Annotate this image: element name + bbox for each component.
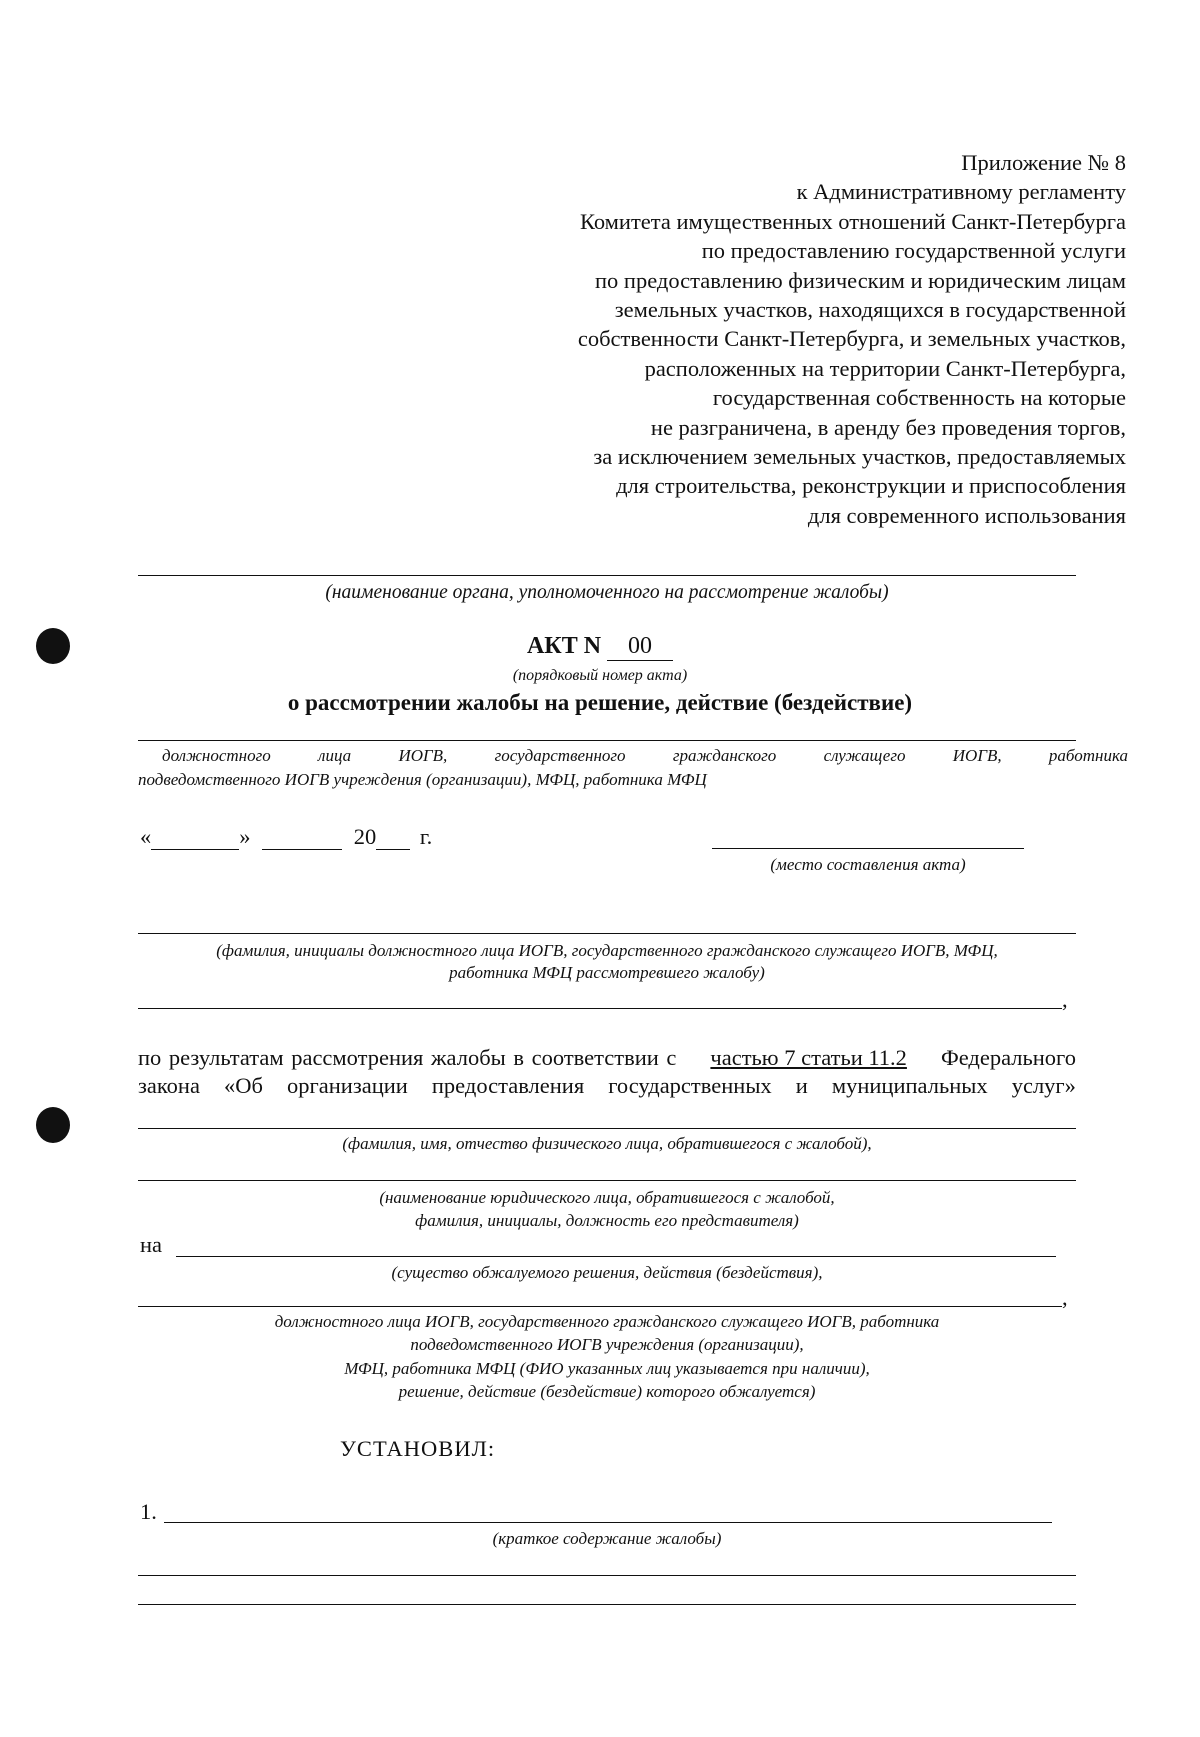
date-row	[140, 824, 432, 850]
law-article-link[interactable]: частью 7 статьи 11.2	[710, 1045, 907, 1070]
header-line: земельных участков, находящихся в государственной	[614, 297, 1126, 323]
act-subtitle: о рассмотрении жалобы на решение, действие (бездействие)	[287, 690, 913, 715]
summary-continuation-field[interactable]	[138, 1604, 1076, 1605]
law-word: предоставления	[431, 1073, 585, 1098]
on-label: на	[140, 1232, 163, 1257]
law-word: и	[795, 1073, 808, 1098]
header-line: собственности Санкт-Петербурга, и земельных участков,	[577, 326, 1126, 352]
header-line: государственная собственность на которые	[712, 385, 1126, 411]
header-line: к Административному регламенту	[796, 179, 1126, 205]
header-line: по предоставлению государственной услуги	[701, 238, 1126, 264]
caption-word: служащего	[823, 746, 906, 765]
law-word: услуг»	[1011, 1073, 1076, 1098]
essence-continuation-field[interactable]	[138, 1306, 1062, 1307]
header-line: за исключением земельных участков, предоставляемых	[593, 444, 1126, 470]
caption-word: ИОГВ,	[952, 746, 1002, 765]
official-caption-line2: подведомственного ИОГВ учреждения (организации), МФЦ, работника МФЦ	[138, 770, 707, 789]
reviewer-caption-line2: работника МФЦ рассмотревшего жалобу)	[449, 963, 765, 982]
header-line: не разграничена, в аренду без проведения торгов,	[650, 414, 1126, 440]
punch-hole-bottom	[36, 1107, 70, 1143]
comma: ,	[1062, 1285, 1068, 1310]
legal-caption-line1: (наименование юридического лица, обратившегося с жалобой,	[379, 1188, 835, 1207]
header-line: для строительства, реконструкции и приспособления	[616, 473, 1126, 499]
official-field[interactable]	[138, 740, 1076, 741]
year-suffix: г.	[419, 824, 433, 849]
item-1-number: 1.	[140, 1499, 157, 1524]
reviewer-caption-line1: (фамилия, инициалы должностного лица ИОГВ, государственного гражданского служащего ИОГВ, МФЦ,	[216, 941, 998, 960]
legal-entity-field[interactable]	[138, 1180, 1076, 1181]
complaint-summary-field[interactable]	[164, 1522, 1052, 1523]
person-field[interactable]	[138, 1128, 1076, 1129]
caption-word: гражданского	[672, 746, 777, 765]
legal-caption-line2: фамилия, инициалы, должность его представителя)	[415, 1211, 799, 1230]
appealed-caption-line2: подведомственного ИОГВ учреждения (организации),	[410, 1335, 804, 1354]
date-close-quote: »	[239, 824, 251, 849]
results-line2	[138, 1073, 1076, 1099]
act-number: 00	[628, 633, 653, 659]
results-suffix: Федерального	[940, 1045, 1076, 1070]
header-line: Комитета имущественных отношений Санкт-Петербурга	[579, 208, 1126, 234]
caption-word: ИОГВ,	[398, 746, 448, 765]
act-number-caption: (порядковый номер акта)	[512, 667, 688, 684]
header-line: по предоставлению физическим и юридическим лицам	[594, 267, 1126, 293]
header-line: Приложение № 8	[961, 150, 1126, 175]
reviewer-field[interactable]	[138, 933, 1076, 934]
place-caption: (место составления акта)	[770, 855, 966, 874]
law-word: муниципальных	[831, 1073, 988, 1098]
caption-word: работника	[1048, 746, 1128, 765]
essence-field[interactable]	[176, 1256, 1056, 1257]
header-line: для современного использования	[807, 502, 1126, 528]
date-open-quote: «	[140, 824, 152, 849]
act-title-prefix: АКТ N	[526, 633, 602, 659]
comma: ,	[1062, 987, 1068, 1012]
place-field[interactable]	[712, 848, 1024, 849]
law-word: организации	[287, 1073, 408, 1098]
appealed-caption-line4: решение, действие (бездействие) которого обжалуется)	[398, 1382, 816, 1401]
caption-word: должностного	[162, 746, 271, 765]
summary-caption: (краткое содержание жалобы)	[492, 1529, 722, 1548]
results-line1	[138, 1045, 1076, 1071]
law-word: закона	[138, 1073, 200, 1098]
caption-word: государственного	[494, 746, 626, 765]
act-number-field[interactable]	[607, 633, 673, 661]
appealed-caption-line1: должностного лица ИОГВ, государственного гражданского служащего ИОГВ, работника	[274, 1312, 940, 1331]
caption-word: лица	[318, 746, 352, 765]
act-title	[0, 633, 1200, 661]
reviewer-continuation-field[interactable]	[138, 1008, 1062, 1009]
established-heading: УСТАНОВИЛ:	[340, 1436, 496, 1461]
essence-caption: (существо обжалуемого решения, действия (бездействия),	[391, 1263, 823, 1282]
year-prefix: 20	[353, 824, 377, 849]
appendix-header	[426, 148, 1126, 530]
law-word: «Об	[224, 1073, 263, 1098]
month-field[interactable]	[262, 829, 342, 850]
organ-caption: (наименование органа, уполномоченного на рассмотрение жалобы)	[325, 582, 889, 603]
organ-name-field[interactable]	[138, 575, 1076, 576]
results-prefix: по результатам рассмотрения жалобы в соответствии с	[138, 1045, 677, 1070]
person-caption: (фамилия, имя, отчество физического лица, обратившегося с жалобой),	[342, 1134, 872, 1153]
summary-continuation-field[interactable]	[138, 1575, 1076, 1576]
law-word: государственных	[608, 1073, 772, 1098]
day-field[interactable]	[151, 829, 239, 850]
official-caption-line1	[162, 746, 1128, 766]
year-field[interactable]	[376, 829, 410, 850]
appealed-caption-line3: МФЦ, работника МФЦ (ФИО указанных лиц указывается при наличии),	[344, 1359, 870, 1378]
header-line: расположенных на территории Санкт-Петербурга,	[644, 355, 1126, 381]
